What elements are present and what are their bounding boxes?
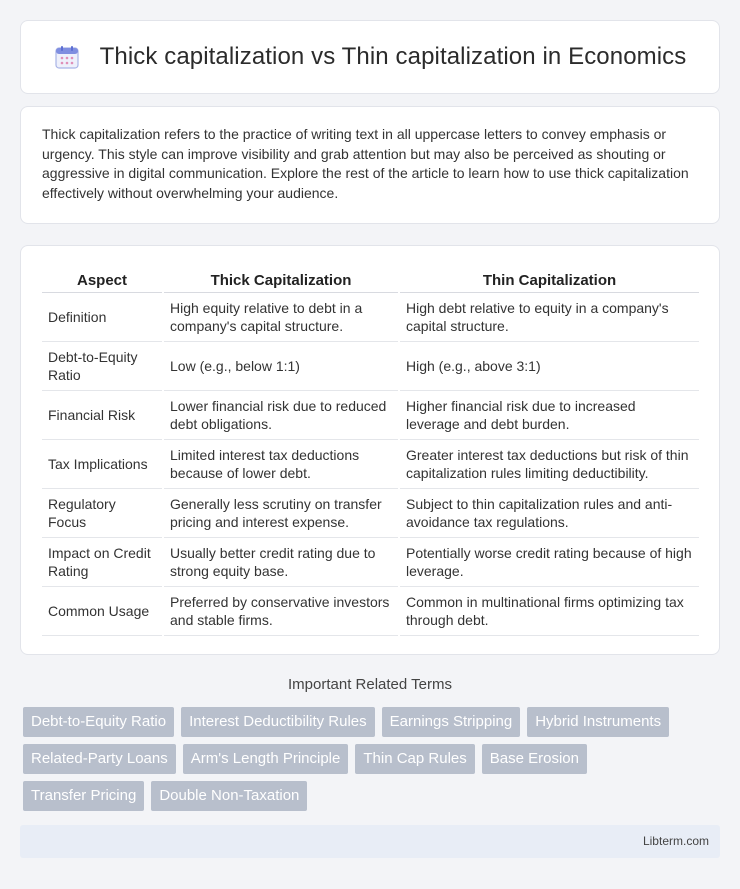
table-cell-thick: Preferred by conservative investors and stable firms. [163, 586, 399, 635]
table-row [42, 537, 699, 586]
table-row [42, 439, 699, 488]
table-cell-thick: High equity relative to debt in a company's capital structure. [163, 292, 399, 341]
table-cell-thick: Usually better credit rating due to strong equity base. [163, 537, 399, 586]
table-cell-aspect: Regulatory Focus [42, 488, 163, 537]
table-cell-aspect: Financial Risk [42, 390, 163, 439]
table-row [42, 488, 699, 537]
table-header-row [42, 266, 699, 292]
tag-row [23, 781, 723, 811]
table-cell-thick: Generally less scrutiny on transfer pricing and interest expense. [163, 488, 399, 537]
related-terms-title: Important Related Terms [288, 676, 452, 693]
comparison-table [42, 266, 699, 636]
table-cell-thick: Limited interest tax deductions because of lower debt. [163, 439, 399, 488]
footer-site-link[interactable]: Libterm.com [642, 834, 709, 848]
page-title: Thick capitalization vs Thin capitalization in Economics [99, 43, 687, 70]
column-header-aspect: Aspect [42, 266, 163, 292]
footer [20, 825, 720, 858]
table-cell-thin: High debt relative to equity in a company's capital structure. [399, 292, 699, 341]
calendar-icon [54, 44, 80, 70]
table-cell-thin: Potentially worse credit rating because of high leverage. [399, 537, 699, 586]
comparison-table-card [20, 245, 720, 655]
column-header-thick: Thick Capitalization [163, 266, 399, 292]
table-cell-aspect: Definition [42, 292, 163, 341]
tag-transfer-pricing[interactable]: Transfer Pricing [23, 781, 144, 811]
table-row [42, 292, 699, 341]
table-cell-aspect: Tax Implications [42, 439, 163, 488]
table-row [42, 341, 699, 390]
table-cell-thin: Greater interest tax deductions but risk of thin capitalization rules limiting deductibility. [399, 439, 699, 488]
tag-arms-length-principle[interactable]: Arm's Length Principle [183, 744, 349, 774]
table-row [42, 390, 699, 439]
tag-row [23, 744, 723, 774]
tag-row [23, 707, 723, 737]
table-cell-thin: Subject to thin capitalization rules and anti-avoidance tax regulations. [399, 488, 699, 537]
column-header-thin: Thin Capitalization [399, 266, 699, 292]
intro-text: Thick capitalization refers to the practice of writing text in all uppercase letters to convey emphasis or urgency. This style can improve visibility and grab attention but may also be perceived as shouting or aggressive in digital communication. Explore the rest of the article to learn how to use thick capitalization effectively without overwhelming your audience. [42, 126, 689, 201]
tag-thin-cap-rules[interactable]: Thin Cap Rules [355, 744, 474, 774]
tag-debt-to-equity-ratio[interactable]: Debt-to-Equity Ratio [23, 707, 174, 737]
tag-base-erosion[interactable]: Base Erosion [482, 744, 587, 774]
table-cell-thin: Higher financial risk due to increased leverage and debt burden. [399, 390, 699, 439]
table-cell-thin: High (e.g., above 3:1) [399, 341, 699, 390]
tag-interest-deductibility-rules[interactable]: Interest Deductibility Rules [181, 707, 375, 737]
related-terms-list [23, 707, 723, 818]
tag-hybrid-instruments[interactable]: Hybrid Instruments [527, 707, 669, 737]
table-cell-thin: Common in multinational firms optimizing tax through debt. [399, 586, 699, 635]
table-cell-aspect: Impact on Credit Rating [42, 537, 163, 586]
tag-double-non-taxation[interactable]: Double Non-Taxation [151, 781, 307, 811]
table-cell-thick: Low (e.g., below 1:1) [163, 341, 399, 390]
table-cell-thick: Lower financial risk due to reduced debt obligations. [163, 390, 399, 439]
tag-related-party-loans[interactable]: Related-Party Loans [23, 744, 176, 774]
table-row [42, 586, 699, 635]
table-cell-aspect: Debt-to-Equity Ratio [42, 341, 163, 390]
tag-earnings-stripping[interactable]: Earnings Stripping [382, 707, 521, 737]
table-cell-aspect: Common Usage [42, 586, 163, 635]
header-card [20, 20, 720, 94]
intro-card [20, 106, 720, 224]
